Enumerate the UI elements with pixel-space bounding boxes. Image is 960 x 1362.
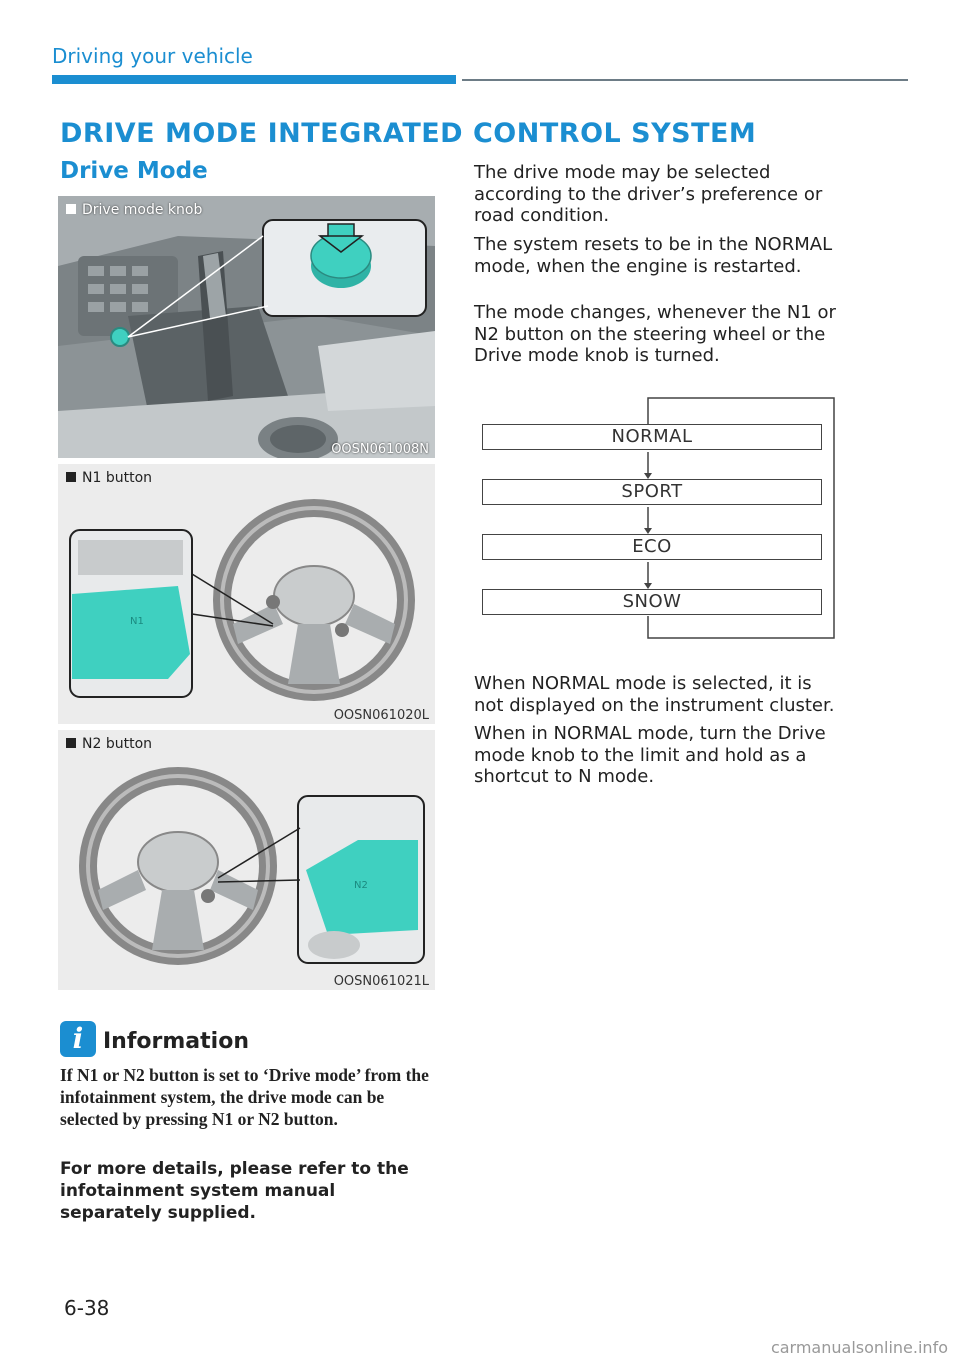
page-title: DRIVE MODE INTEGRATED CONTROL SYSTEM [60, 118, 757, 149]
console-illustration [58, 196, 435, 458]
mode-box-eco: ECO [482, 534, 822, 560]
steering-wheel-n2-illustration [58, 730, 435, 990]
figure-n2-button [58, 730, 435, 990]
header-accent-bar [52, 75, 456, 84]
body-paragraph: When NORMAL mode is selected, it is not displayed on the instrument cluster. [474, 673, 835, 716]
body-paragraph: The drive mode may be selected according to the driver’s preference or road condition. [474, 162, 823, 226]
mode-box-snow: SNOW [482, 589, 822, 615]
info-paragraph: For more details, please refer to the infotainment system manual separately supplied. [60, 1159, 409, 1223]
watermark: carmanualsonline.info [770, 1338, 948, 1357]
info-icon: i [60, 1021, 96, 1057]
svg-text:N2: N2 [354, 880, 368, 891]
header-section-title: Driving your vehicle [52, 44, 253, 68]
figure-caption-text: Drive mode knob [82, 202, 203, 218]
svg-text:N1: N1 [130, 616, 144, 627]
body-paragraph: The system resets to be in the NORMAL mode, when the engine is restarted. [474, 234, 833, 277]
mode-box-sport: SPORT [482, 479, 822, 505]
mode-box-normal: NORMAL [482, 424, 822, 450]
body-paragraph: When in NORMAL mode, turn the Drive mode knob to the limit and hold as a shortcut to N mode. [474, 723, 826, 787]
info-title: Information [103, 1029, 249, 1054]
figure-code: OOSN061008N [331, 442, 429, 457]
figure-caption [66, 470, 152, 486]
figure-caption [66, 202, 202, 218]
info-paragraph: If N1 or N2 button is set to ‘Drive mode’ from the infotainment system, the drive mode can be selected by pressing N1 or N2 button. [60, 1065, 429, 1129]
figure-code: OOSN061020L [333, 708, 429, 723]
steering-wheel-n1-illustration [58, 464, 435, 724]
square-bullet-icon [66, 204, 76, 214]
square-bullet-icon [66, 472, 76, 482]
figure-caption [66, 736, 152, 752]
header-rule [462, 79, 908, 81]
figure-caption-text: N1 button [82, 470, 153, 486]
figure-caption-text: N2 button [82, 736, 153, 752]
section-subtitle: Drive Mode [60, 158, 208, 184]
figure-n1-button [58, 464, 435, 724]
figure-code: OOSN061021L [333, 974, 429, 989]
body-paragraph: The mode changes, whenever the N1 or N2 button on the steering wheel or the Drive mode knob is turned. [474, 302, 836, 366]
square-bullet-icon [66, 738, 76, 748]
figure-drive-mode-knob [58, 196, 435, 458]
page-number: 6-38 [64, 1296, 110, 1320]
